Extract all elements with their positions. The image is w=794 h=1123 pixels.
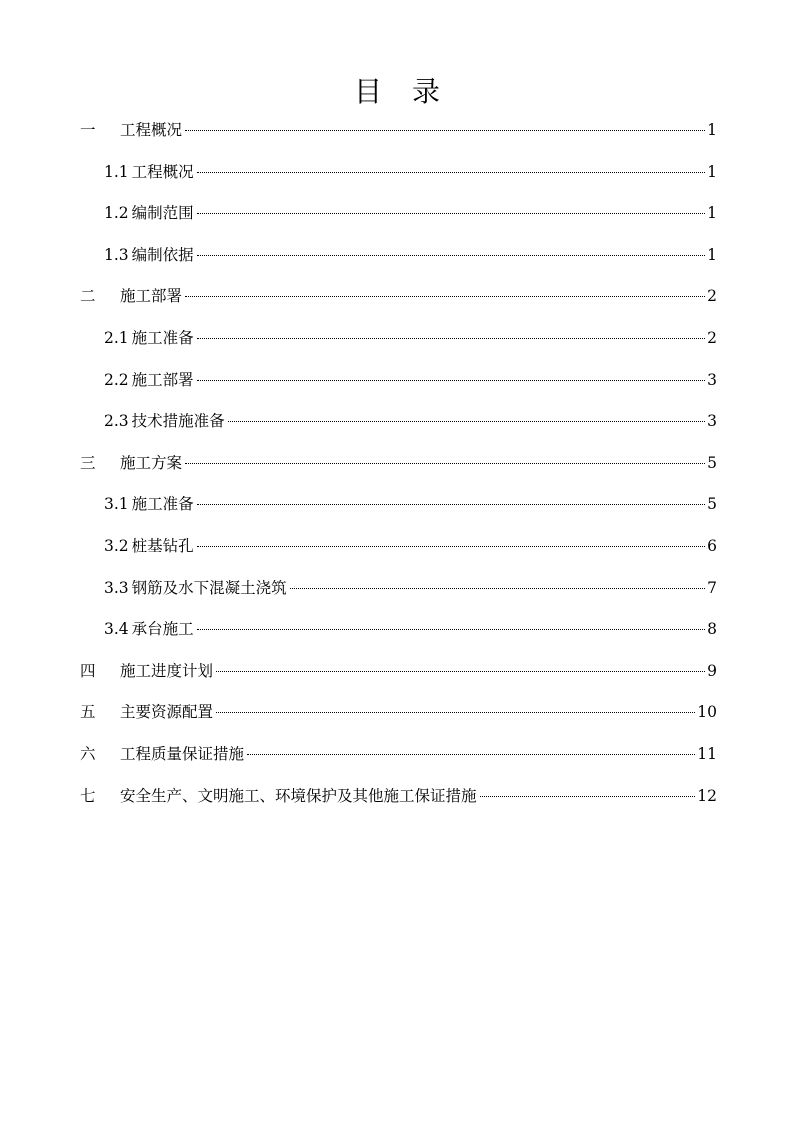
toc-page-number: 7	[707, 578, 717, 597]
toc-section-entry[interactable]	[80, 115, 717, 157]
toc-page-number: 2	[707, 287, 717, 306]
toc-page-number: 6	[707, 536, 717, 555]
toc-entry-number: 2.1	[104, 328, 129, 347]
toc-entry-title: 工程概况	[131, 162, 194, 181]
toc-entry-title: 技术措施准备	[131, 412, 225, 431]
toc-entry-title: 编制依据	[131, 245, 194, 264]
toc-entry-number: 七	[80, 786, 96, 805]
toc-section-entry[interactable]	[80, 281, 717, 323]
toc-subsection-entry[interactable]	[80, 489, 717, 531]
toc-subsection-entry[interactable]	[80, 365, 717, 407]
toc-subsection-entry[interactable]	[80, 198, 717, 240]
toc-subsection-entry[interactable]	[80, 573, 717, 615]
toc-entry-number: 1.1	[104, 162, 129, 181]
toc-page-number: 5	[707, 495, 717, 514]
toc-entry-title: 钢筋及水下混凝土浇筑	[131, 578, 287, 597]
toc-dot-leader	[197, 504, 705, 505]
toc-dot-leader	[197, 546, 705, 547]
toc-entry-title: 施工方案	[120, 453, 183, 472]
toc-entry-number: 1.3	[104, 245, 129, 264]
toc-page-number: 10	[697, 703, 717, 722]
toc-entry-title: 承台施工	[131, 620, 194, 639]
toc-entry-title: 施工部署	[120, 287, 183, 306]
toc-entry-number: 六	[80, 744, 96, 763]
toc-dot-leader	[247, 754, 695, 755]
toc-entry-number: 3.1	[104, 495, 129, 514]
toc-list	[80, 115, 717, 822]
toc-dot-leader	[185, 463, 705, 464]
toc-entry-title: 主要资源配置	[120, 703, 214, 722]
toc-subsection-entry[interactable]	[80, 157, 717, 199]
toc-subsection-entry[interactable]	[80, 531, 717, 573]
toc-page-number: 9	[707, 661, 717, 680]
toc-subsection-entry[interactable]	[80, 406, 717, 448]
page-title: 目录	[353, 75, 470, 108]
toc-dot-leader	[185, 130, 705, 131]
toc-entry-title: 编制范围	[131, 204, 194, 223]
toc-entry-title: 施工进度计划	[120, 661, 214, 680]
toc-entry-number: 四	[80, 661, 96, 680]
toc-entry-number: 1.2	[104, 204, 129, 223]
toc-section-entry[interactable]	[80, 656, 717, 698]
toc-page-number: 5	[707, 453, 717, 472]
toc-entry-title: 施工准备	[131, 328, 194, 347]
toc-dot-leader	[216, 671, 705, 672]
toc-dot-leader	[290, 588, 705, 589]
toc-entry-number: 一	[80, 121, 96, 139]
toc-page-number: 8	[707, 620, 717, 639]
toc-dot-leader	[197, 255, 705, 256]
toc-entry-title: 工程概况	[120, 121, 183, 139]
toc-dot-leader	[197, 213, 705, 214]
toc-entry-number: 五	[80, 703, 96, 722]
toc-page-number: 12	[697, 786, 717, 805]
toc-entry-title: 施工部署	[131, 370, 194, 389]
toc-section-entry[interactable]	[80, 448, 717, 490]
toc-entry-title: 工程质量保证措施	[120, 744, 245, 763]
toc-subsection-entry[interactable]	[80, 240, 717, 282]
toc-dot-leader	[197, 380, 705, 381]
toc-page-number: 1	[707, 121, 717, 139]
toc-dot-leader	[197, 172, 705, 173]
toc-dot-leader	[480, 796, 696, 797]
toc-page-number: 3	[707, 412, 717, 431]
toc-dot-leader	[197, 338, 705, 339]
toc-entry-number: 三	[80, 453, 96, 472]
toc-dot-leader	[197, 629, 705, 630]
toc-entry-title: 施工准备	[131, 495, 194, 514]
toc-entry-number: 3.3	[104, 578, 129, 597]
toc-page-number: 1	[707, 162, 717, 181]
toc-entry-number: 2.2	[104, 370, 129, 389]
toc-section-entry[interactable]	[80, 697, 717, 739]
toc-subsection-entry[interactable]	[80, 614, 717, 656]
toc-page-number: 2	[707, 328, 717, 347]
toc-dot-leader	[228, 421, 705, 422]
toc-entry-number: 3.4	[104, 620, 129, 639]
toc-entry-number: 二	[80, 287, 96, 306]
toc-page-number: 11	[697, 744, 717, 763]
toc-entry-number: 3.2	[104, 536, 129, 555]
toc-entry-number: 2.3	[104, 412, 129, 431]
toc-dot-leader	[216, 712, 695, 713]
toc-page-number: 1	[707, 204, 717, 223]
toc-page-number: 1	[707, 245, 717, 264]
toc-page-number: 3	[707, 370, 717, 389]
toc-section-entry[interactable]	[80, 781, 717, 823]
toc-section-entry[interactable]	[80, 739, 717, 781]
toc-subsection-entry[interactable]	[80, 323, 717, 365]
toc-entry-title: 桩基钻孔	[131, 536, 194, 555]
toc-dot-leader	[185, 296, 705, 297]
toc-entry-title: 安全生产、文明施工、环境保护及其他施工保证措施	[120, 786, 477, 805]
